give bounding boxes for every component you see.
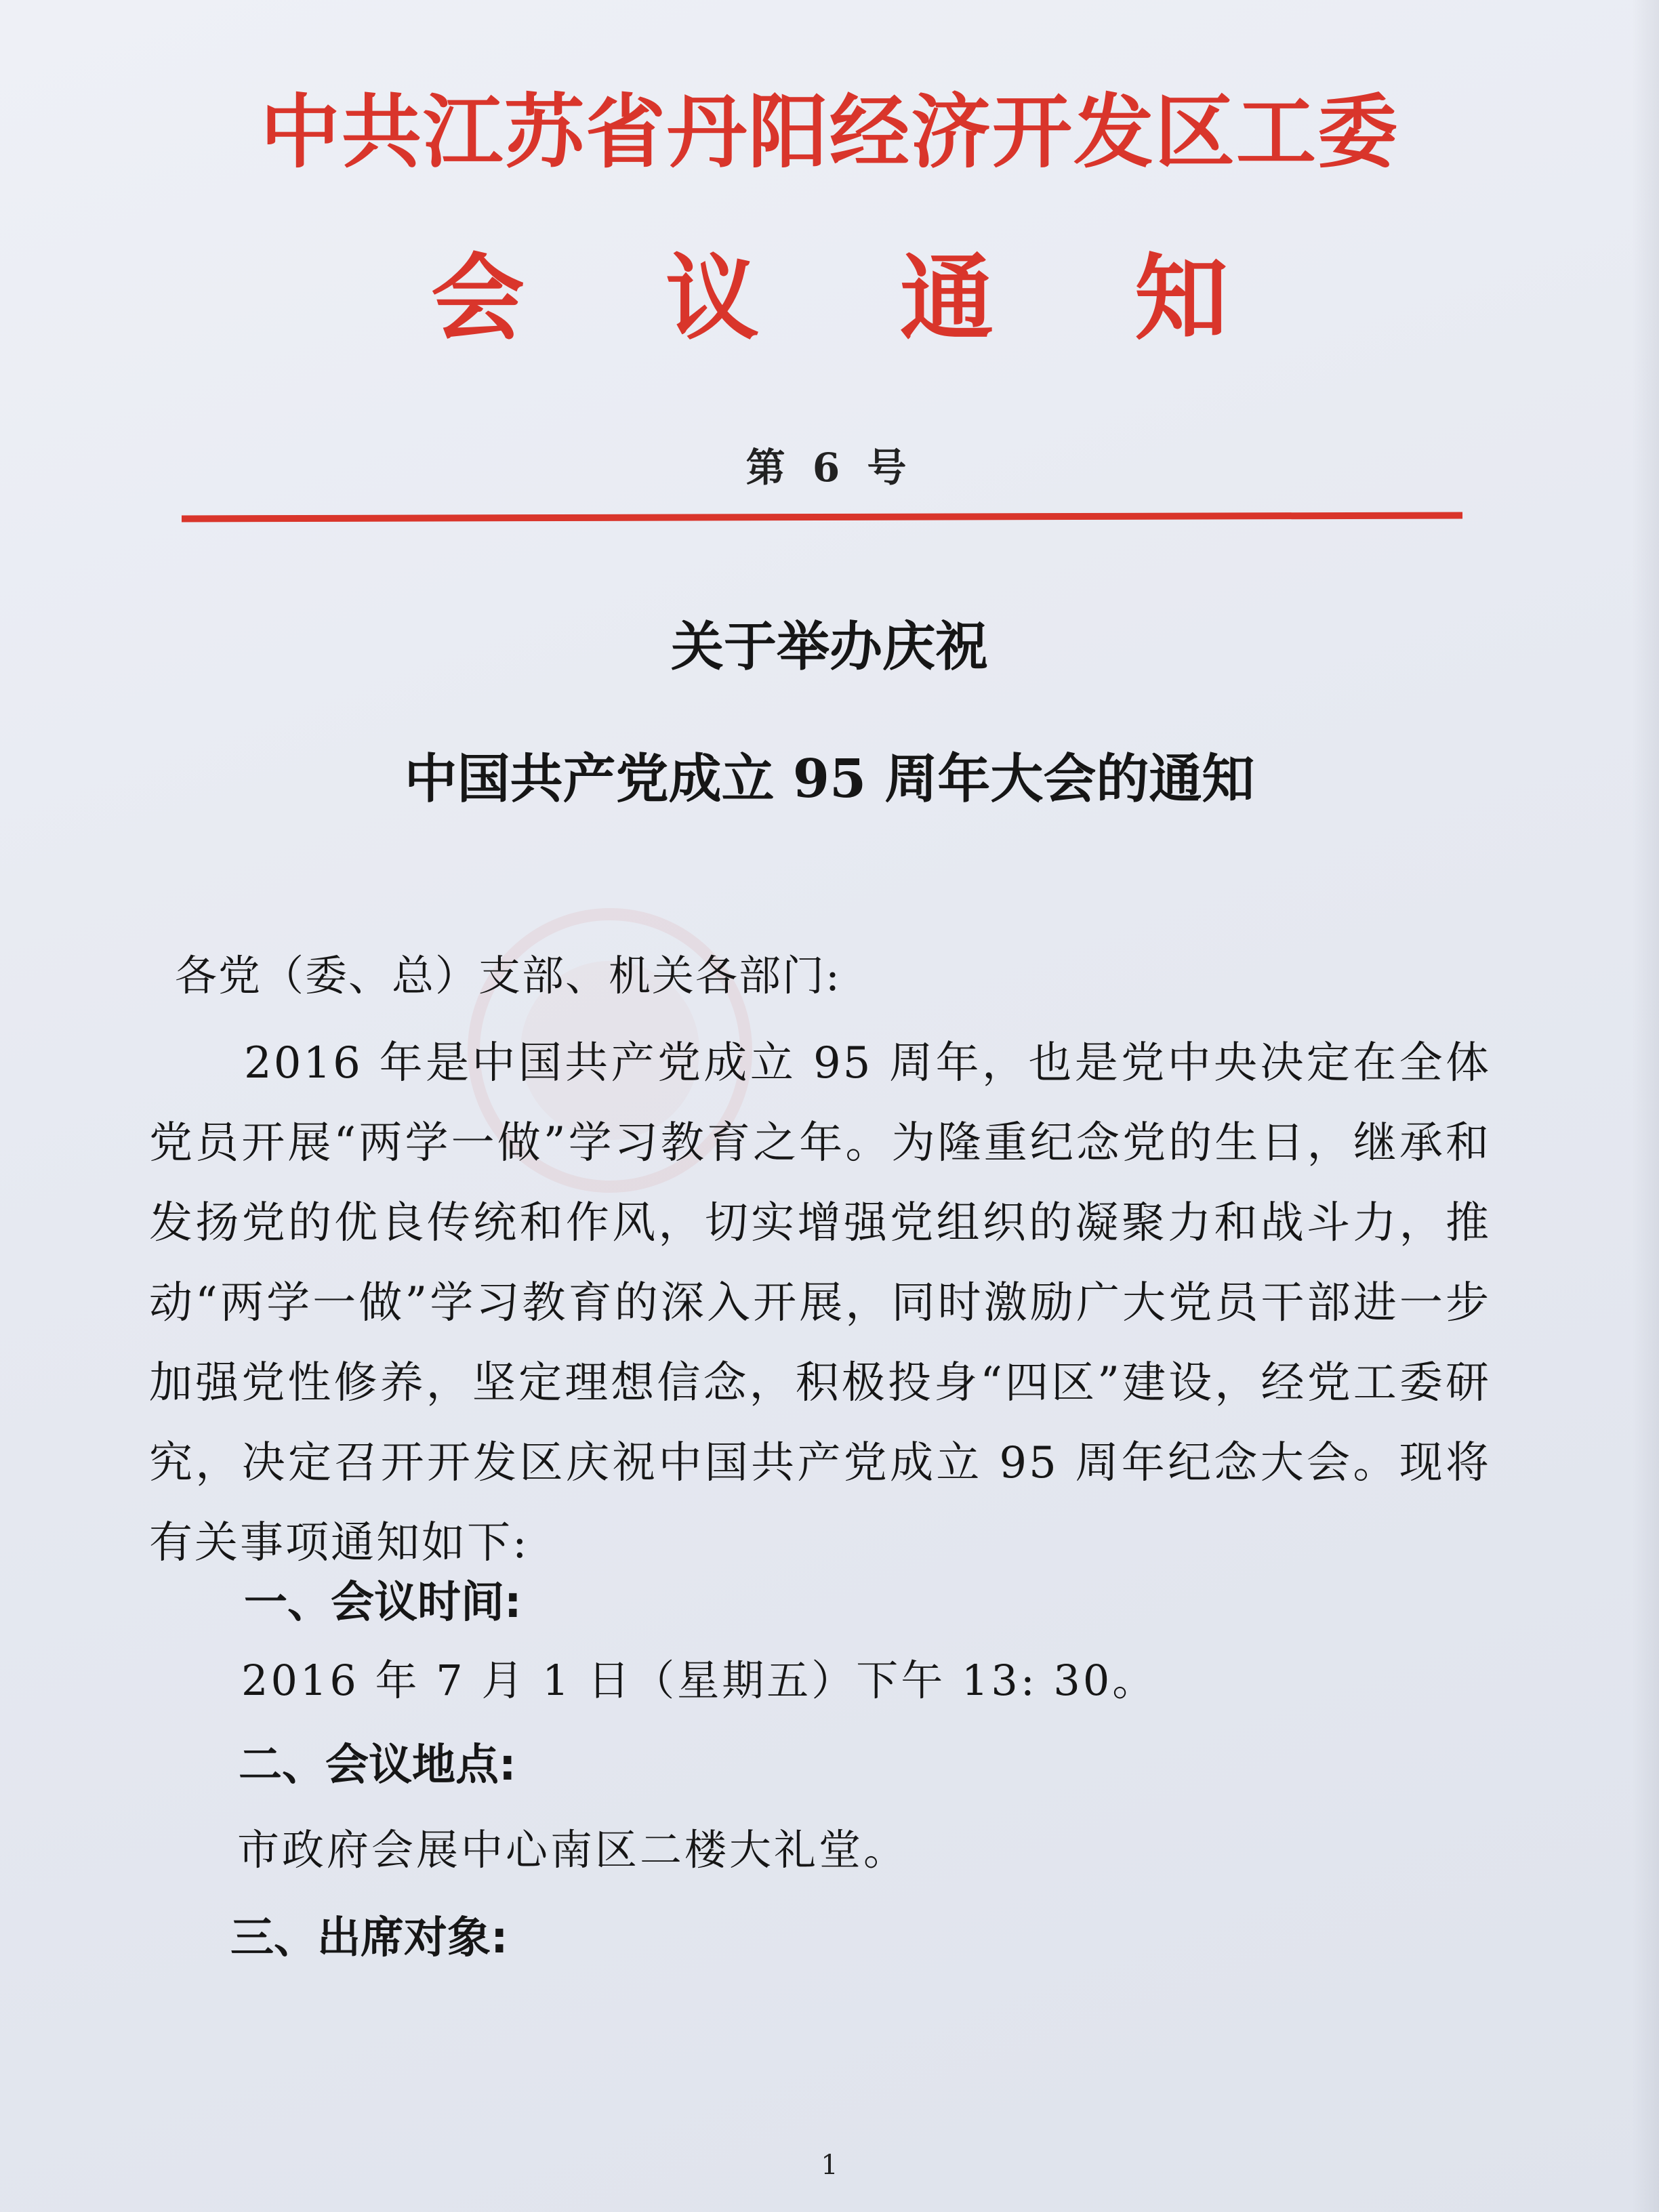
section-heading-meeting-location: 二、会议地点: <box>239 1740 516 1790</box>
red-separator-line <box>182 512 1462 523</box>
salutation: 各党（委、总）支部、机关各部门: <box>175 951 841 1000</box>
notice-title-line-1: 关于举办庆祝 <box>670 616 988 678</box>
issuing-organization-header: 中共江苏省丹阳经济开发区工委 <box>260 85 1399 179</box>
notice-title-line-2: 中国共产党成立 95 周年大会的通知 <box>404 748 1255 810</box>
section-heading-attendees: 三、出席对象: <box>230 1913 508 1963</box>
section-text-meeting-location: 市政府会展中心南区二楼大礼堂。 <box>237 1825 909 1875</box>
document-number: 第 6 号 <box>745 445 914 491</box>
section-heading-meeting-time: 一、会议时间: <box>244 1578 522 1628</box>
document-type-heading: 会 议 通 知 <box>430 243 1283 353</box>
section-text-meeting-time: 2016 年 7 月 1 日（星期五）下午 13: 30。 <box>241 1656 1158 1705</box>
body-paragraph: 2016 年是中国共产党成立 95 周年，也是党中央决定在全体党员开展“两学一做”学习教育之年。为隆重纪念党的生日，继承和发扬党的优良传统和作风，切实增强党组织的凝聚力和战斗力，推动“两学一做”学习教育的深入开展，同时激励广大党员干部进一步加强党性修养，坚定理想信念，积极投身“四区”建设，经党工委研究，决定召开开发区庆祝中国共产党成立 95 周年纪念大会。现将有关事项通知如下: <box>149 1038 1491 1568</box>
paper-edge-shadow <box>1632 0 1659 2212</box>
page-number: 1 <box>821 2150 838 2181</box>
